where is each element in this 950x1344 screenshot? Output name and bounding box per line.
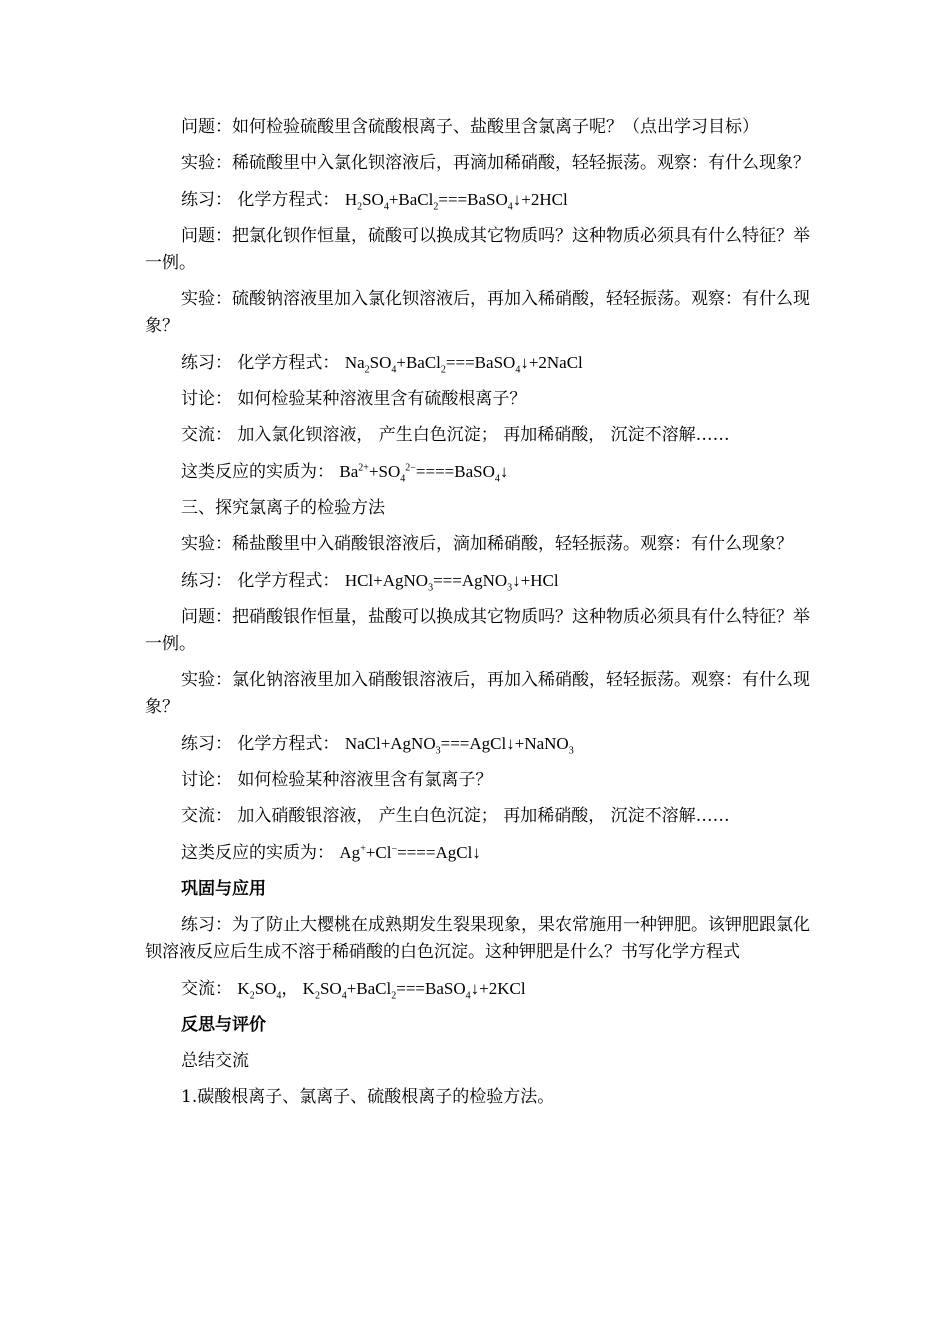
paragraph: 实验：硫酸钠溶液里加入氯化钡溶液后，再加入稀硝酸，轻轻振荡。观察：有什么现象？ [145, 289, 810, 336]
paragraph-label: 练习： 化学方程式： [181, 190, 345, 210]
chemical-equation: HCl+AgNO$_3$===AgNO$_3$↓+HCl [344, 571, 559, 594]
paragraph: 交流： 加入硝酸银溶液， 产生白色沉淀； 再加稀硝酸， 沉淀不溶解…… [181, 806, 730, 826]
paragraph [145, 458, 810, 486]
section-heading: 巩固与应用 [181, 879, 266, 899]
paragraph: 实验：稀盐酸里中入硝酸银溶液后，滴加稀硝酸，轻轻振荡。观察：有什么现象？ [181, 534, 793, 554]
paragraph: 讨论： 如何检验某种溶液里含有氯离子？ [181, 770, 493, 790]
paragraph: 交流： 加入氯化钡溶液， 产生白色沉淀； 再加稀硝酸， 沉淀不溶解…… [181, 425, 730, 445]
paragraph: 问题：把氯化钡作恒量，硫酸可以换成其它物质吗？这种物质必须具有什么特征？举一例。 [145, 226, 810, 273]
paragraph: 1.碳酸根离子、氯离子、硫酸根离子的检验方法。 [181, 1087, 555, 1107]
paragraph-label: 练习： 化学方程式： [181, 734, 345, 754]
paragraph: 练习：为了防止大樱桃在成熟期发生裂果现象，果农常施用一种钾肥。该钾肥跟氯化钡溶液反应后生成不溶于稀硝酸的白色沉淀。这种钾肥是什么？书写化学方程式 [145, 915, 810, 962]
chemical-equation: $Na_2SO_4+BaCl_2===BaSO_4↓+2NaCl$ [344, 353, 583, 376]
paragraph [145, 730, 810, 758]
document-body [145, 114, 810, 1120]
chemical-equation: $Ba^{2+}+SO_4^{2-}====BaSO_4↓$ [339, 462, 509, 485]
paragraph: 实验：稀硫酸里中入氯化钡溶液后，再滴加稀硝酸，轻轻振荡。观察：有什么现象？ [181, 153, 810, 173]
paragraph: 实验：氯化钠溶液里加入硝酸银溶液后，再加入稀硝酸，轻轻振荡。观察：有什么现象？ [145, 670, 810, 717]
section-heading: 反思与评价 [181, 1015, 266, 1035]
chemical-equation: $K_2SO_4$， $K_2SO_4+BaCl_2===BaSO_4↓+2KCl$ [237, 979, 526, 1002]
chemical-equation: Ag++Cl−====AgCl↓ [339, 843, 481, 862]
paragraph-label: 练习： 化学方程式： [181, 353, 345, 373]
paragraph [145, 839, 810, 867]
paragraph [145, 975, 810, 1003]
paragraph-label: 交流： [181, 979, 238, 999]
paragraph: 问题：把硝酸银作恒量，盐酸可以换成其它物质吗？这种物质必须具有什么特征？举一例。 [145, 607, 810, 654]
paragraph [145, 567, 810, 595]
paragraph: 总结交流 [181, 1051, 249, 1071]
chemical-equation: NaCl+AgNO$_3$===AgCl↓+NaNO$_3$ [344, 734, 574, 757]
paragraph-label: 练习： 化学方程式： [181, 571, 345, 591]
paragraph-label: 这类反应的实质为： [181, 462, 340, 482]
paragraph: 问题：如何检验硫酸里含硫酸根离子、盐酸里含氯离子呢？（点出学习目标） [181, 117, 759, 137]
paragraph [145, 186, 810, 214]
chemical-equation: $H_2SO_4+BaCl_2===BaSO_4↓+2HCl$ [344, 190, 568, 213]
paragraph: 讨论： 如何检验某种溶液里含有硫酸根离子？ [181, 389, 527, 409]
paragraph [145, 349, 810, 377]
paragraph-label: 这类反应的实质为： [181, 843, 340, 863]
paragraph: 三、探究氯离子的检验方法 [181, 498, 385, 518]
